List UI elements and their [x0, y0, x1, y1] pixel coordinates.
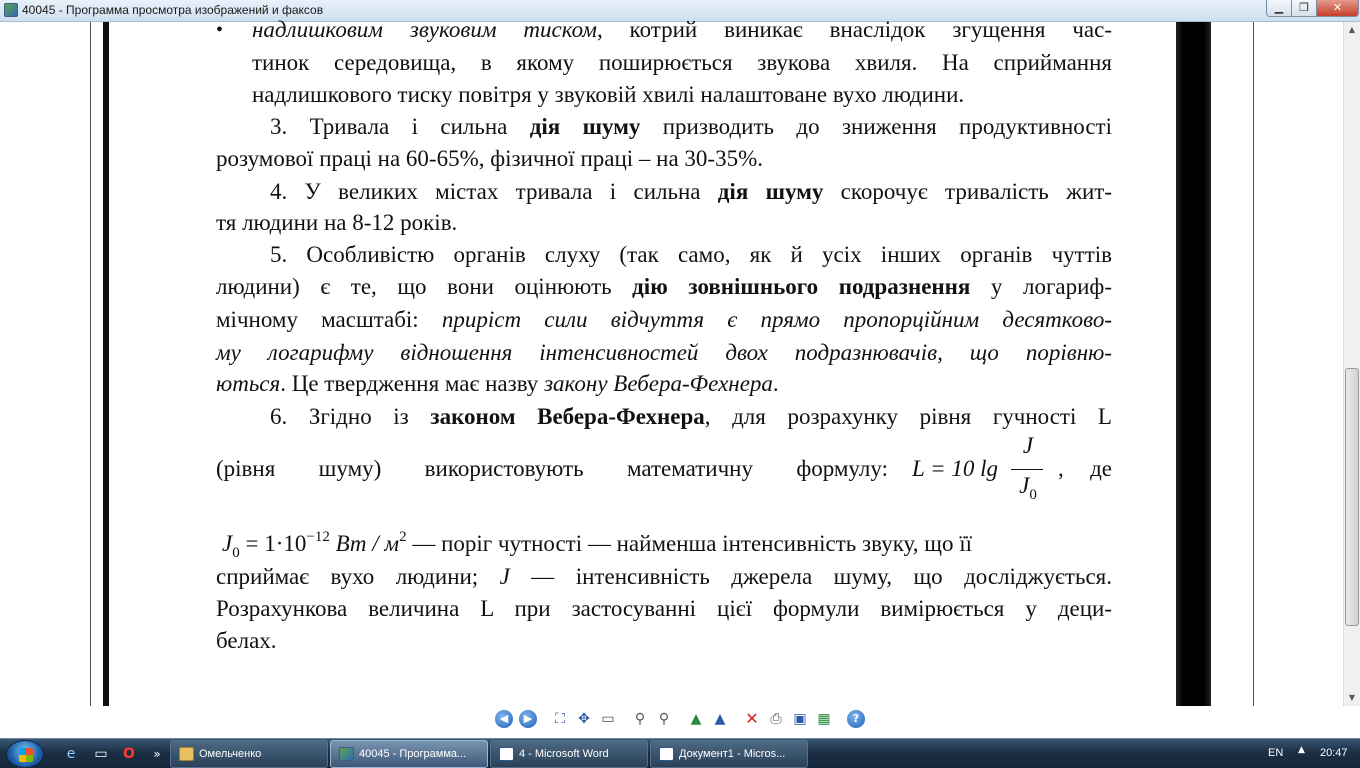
text-span: = 1·10: [239, 531, 307, 556]
text-line: тинок середовища, в якому поширюється звукова хвиля. На сприймання: [252, 50, 1112, 75]
formula-superscript: 2: [399, 529, 407, 545]
open-with-icon[interactable]: ▦: [817, 711, 831, 727]
app-icon: [4, 3, 18, 17]
opera-icon[interactable]: O: [123, 746, 135, 762]
text-line: [216, 562, 1112, 592]
clock[interactable]: 20:47: [1320, 747, 1348, 759]
text-line: белах.: [216, 628, 277, 653]
image-viewer[interactable]: [0, 17, 1360, 706]
delete-icon[interactable]: ✕: [745, 709, 759, 728]
formula-subscript: 0: [232, 545, 240, 561]
scroll-up-icon[interactable]: ▲: [1348, 25, 1356, 34]
formula-unit: Вт / м: [329, 531, 400, 556]
text-line: му логарифму відношення інтенсивностей двох подразнювачів, що порівню-: [216, 340, 1112, 365]
text-span: 3. Тривала і сильна: [270, 114, 530, 139]
back-icon[interactable]: ◀: [495, 710, 513, 728]
save-icon[interactable]: ▣: [793, 711, 807, 727]
windows-logo-icon: [19, 748, 33, 762]
scan-edge-left: [103, 22, 109, 706]
text-line: [270, 112, 1112, 142]
text-span: 4. У великих містах тривала і сильна: [270, 179, 718, 204]
taskbar: [0, 738, 1360, 768]
formula-superscript: −12: [306, 529, 330, 545]
text-line: [216, 272, 1112, 302]
task-label: 4 - Microsoft Word: [519, 748, 609, 760]
formula-numerator: J: [1022, 433, 1034, 458]
help-icon[interactable]: ?: [847, 710, 865, 728]
text-span: .: [772, 371, 779, 396]
quicklaunch-overflow-icon[interactable]: »: [153, 747, 161, 761]
text-line: Розрахункова величина L при застосуванні цієї формули вимірюється у деци-: [216, 596, 1112, 621]
text-line: , де: [1058, 456, 1112, 481]
text-span: , для розрахунку рівня гучності L: [704, 404, 1112, 429]
maximize-button[interactable]: ❐: [1291, 0, 1317, 17]
italic-term: ються: [216, 371, 281, 396]
forward-icon[interactable]: ▶: [519, 710, 537, 728]
rotate-clockwise-icon[interactable]: ▲: [690, 711, 702, 727]
text-line: [252, 15, 1112, 45]
text-line: надлишкового тиску повітря у звуковій хвилі налаштоване вухо людини.: [252, 82, 965, 107]
text-line: [270, 177, 1112, 207]
slideshow-icon[interactable]: ▭: [601, 711, 615, 727]
text-span: — інтенсивність джерела шуму, що досліджується.: [509, 564, 1112, 589]
text-span: призводить до зниження продуктивності: [640, 114, 1113, 139]
show-desktop-icon[interactable]: ▭: [94, 746, 108, 762]
bold-term: дія шуму: [529, 114, 641, 139]
text-span: мічному масштабі:: [216, 307, 442, 332]
rotate-counterclockwise-icon[interactable]: ▲: [714, 711, 726, 727]
fraction-bar: [1011, 469, 1043, 470]
zoom-out-icon[interactable]: ⚲: [658, 711, 670, 727]
text-span: людини) є те, що вони оцінюють: [216, 274, 633, 299]
taskbar-button-word[interactable]: [490, 740, 648, 768]
scroll-thumb[interactable]: [1345, 368, 1359, 626]
formula-denominator-symbol: J: [1019, 473, 1030, 498]
text-line: розумової праці на 60-65%, фізичної праці – на 30-35%.: [216, 146, 764, 171]
ie-icon[interactable]: e: [66, 746, 76, 762]
formula-subscript: 0: [1029, 487, 1037, 503]
formula-denominator: [1012, 472, 1044, 509]
text-span: . Це твердження має назву: [280, 371, 545, 396]
taskbar-button-explorer[interactable]: [170, 740, 328, 768]
close-button[interactable]: ✕: [1316, 0, 1359, 17]
italic-term: надлишковим звуковим тиском: [252, 17, 597, 42]
task-label: Омельченко: [199, 748, 262, 760]
text-span: скорочує тривалість жит-: [823, 179, 1112, 204]
minimize-button[interactable]: ▁: [1266, 0, 1292, 17]
best-fit-icon[interactable]: ⛶: [555, 711, 565, 727]
start-button[interactable]: [6, 740, 44, 768]
scroll-down-icon[interactable]: ▼: [1348, 693, 1356, 702]
task-label: 40045 - Программа...: [359, 748, 467, 760]
text-line: [222, 522, 1112, 561]
actual-size-icon[interactable]: ✥: [578, 711, 590, 727]
formula-symbol: J: [499, 564, 510, 589]
zoom-in-icon[interactable]: ⚲: [634, 711, 646, 727]
word-document-icon: [499, 747, 514, 761]
bold-term: дія шуму: [717, 179, 824, 204]
text-line: тя людини на 8-12 років.: [216, 210, 458, 235]
text-span: — поріг чутності — найменша інтенсивність звуку, що її: [406, 531, 972, 556]
bullet-icon: •: [216, 19, 224, 41]
italic-term: приріст сили відчуття є прямо пропорційним десятково-: [441, 307, 1112, 332]
show-hidden-icons-icon[interactable]: ▲: [1298, 745, 1305, 755]
folder-icon: [179, 747, 194, 761]
viewer-icon: [339, 747, 354, 761]
taskbar-button-viewer[interactable]: [330, 740, 488, 768]
text-span: сприймає вухо людини;: [216, 564, 500, 589]
text-line: (рівня шуму) використовують математичну формулу:: [216, 456, 888, 481]
formula-symbol: J: [222, 531, 233, 556]
text-span: 6. Згідно із: [270, 404, 431, 429]
taskbar-button-word-doc1[interactable]: [650, 740, 808, 768]
bold-term: дію зовнішнього подразнення: [632, 274, 971, 299]
text-line: [216, 305, 1112, 335]
bold-term: законом Вебера-Фехнера: [430, 404, 705, 429]
viewer-toolbar: [0, 706, 1360, 732]
formula-lhs: L = 10 lg: [912, 456, 999, 481]
task-label: Документ1 - Micros...: [679, 748, 786, 760]
print-icon[interactable]: ⎙: [770, 711, 782, 727]
text-line: [216, 369, 779, 399]
language-indicator[interactable]: EN: [1268, 747, 1284, 759]
text-span: у логариф-: [970, 274, 1112, 299]
text-span: , котрий виникає внаслідок згущення час-: [596, 17, 1112, 42]
vertical-scrollbar[interactable]: [1343, 22, 1360, 706]
text-line: [270, 402, 1112, 432]
scan-edge-right: [1176, 22, 1211, 706]
italic-term: закону Вебера-Фехнера: [544, 371, 773, 396]
window-title: 40045 - Программа просмотра изображений и факсов: [22, 3, 324, 17]
text-line: 5. Особливістю органів слуху (так само, як й усіх інших органів чуттів: [270, 242, 1112, 267]
word-document-icon: [659, 747, 674, 761]
